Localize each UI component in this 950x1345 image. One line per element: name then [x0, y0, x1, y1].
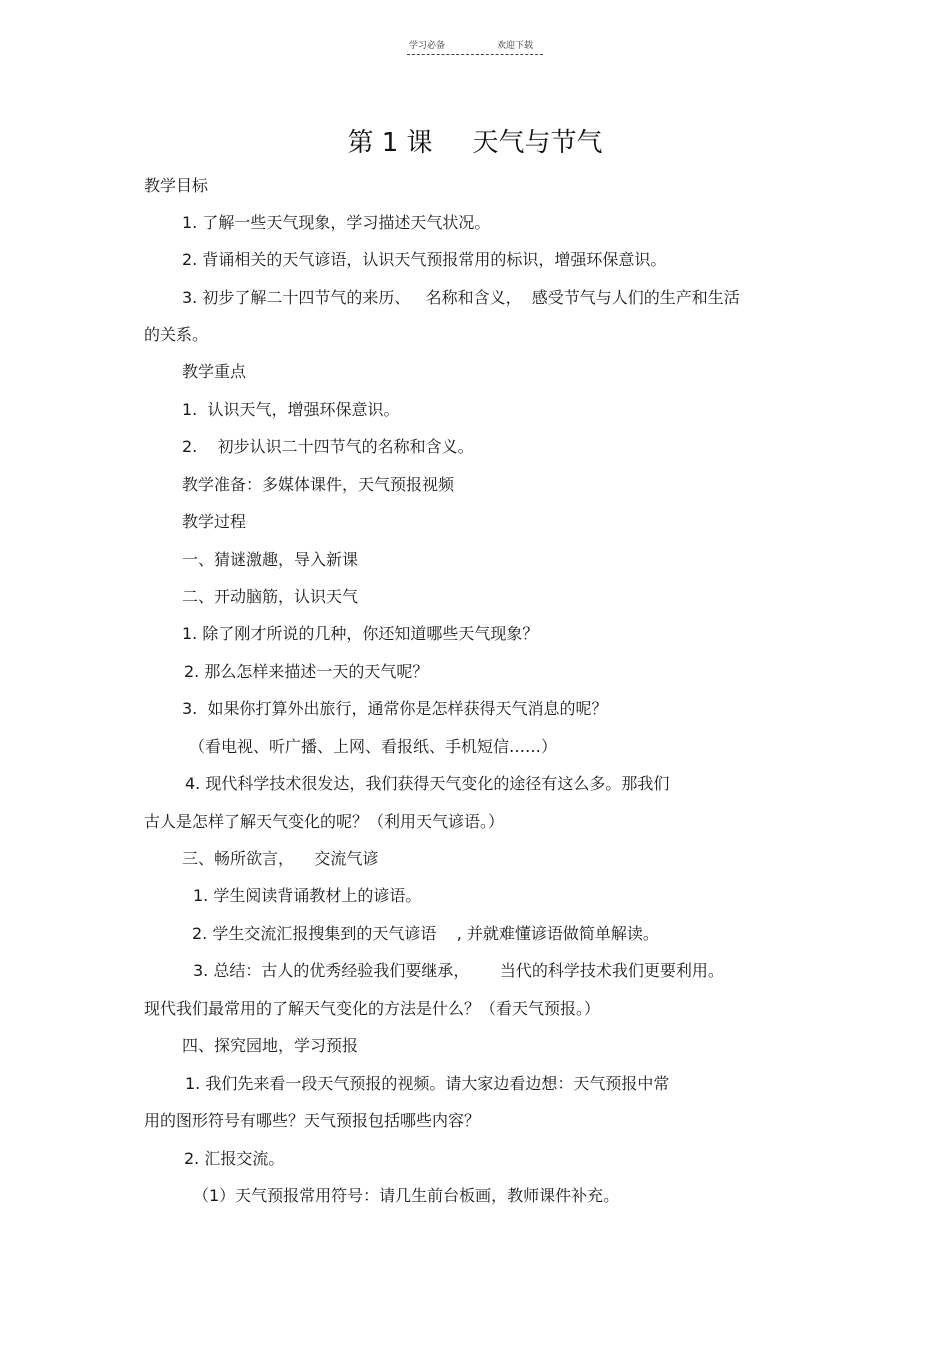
text-line: 二、开动脑筋，认识天气 [182, 587, 359, 606]
text-line: 2. 汇报交流。 [184, 1149, 285, 1168]
header-right-text: 欢迎下载 [497, 41, 534, 51]
text-line: 教学准备：多媒体课件，天气预报视频 [182, 475, 455, 494]
text-line: 1. 学生阅读背诵教材上的谚语。 [193, 886, 422, 905]
section-heading-key-points: 教学重点 [182, 362, 247, 381]
lesson-title [0, 122, 950, 159]
text-line: 古人是怎样了解天气变化的呢？（利用天气谚语。） [144, 812, 505, 831]
section-heading-objectives: 教学目标 [144, 176, 209, 195]
text-line: （看电视、听广播、上网、看报纸、手机短信……） [189, 737, 558, 756]
text-line: 1. 了解一些天气现象，学习描述天气状况。 [182, 213, 491, 232]
text-line: 一、猜谜激趣，导入新课 [182, 550, 359, 569]
text-line: 3. 总结：古人的优秀经验我们要继承， 当代的科学技术我们更要利用。 [193, 961, 724, 980]
text-line: 2. 背诵相关的天气谚语，认识天气预报常用的标识，增强环保意识。 [182, 250, 667, 269]
text-line: 1. 认识天气，增强环保意识。 [182, 400, 400, 419]
header-divider [407, 54, 543, 55]
text-line: 1. 除了刚才所说的几种，你还知道哪些天气现象？ [182, 624, 539, 643]
text-line: 的关系。 [144, 325, 209, 344]
text-line: 用的图形符号有哪些？天气预报包括哪些内容？ [144, 1111, 481, 1130]
lesson-name: 天气与节气 [472, 128, 603, 158]
header-left-text: 学习必备 [409, 41, 446, 51]
text-line: 现代我们最常用的了解天气变化的方法是什么？（看天气预报。） [144, 999, 601, 1018]
text-line: （1）天气预报常用符号：请几生前台板画，教师课件补充。 [193, 1186, 620, 1205]
text-line: 2. 那么怎样来描述一天的天气呢？ [184, 662, 429, 681]
text-line: 1. 我们先来看一段天气预报的视频。请大家边看边想：天气预报中常 [185, 1074, 670, 1093]
text-line: 四、探究园地，学习预报 [182, 1036, 359, 1055]
text-line: 2. 初步认识二十四节气的名称和含义。 [182, 437, 474, 456]
text-line: 3. 如果你打算外出旅行，通常你是怎样获得天气消息的呢？ [182, 699, 608, 718]
text-line: 3. 初步了解二十四节气的来历、 名称和含义， 感受节气与人们的生产和生活 [182, 288, 740, 307]
section-heading-process: 教学过程 [182, 512, 247, 531]
text-line: 4. 现代科学技术很发达，我们获得天气变化的途径有这么多。那我们 [185, 774, 670, 793]
text-line: 2. 学生交流汇报搜集到的天气谚语 , 并就难懂谚语做简单解读。 [192, 924, 659, 943]
text-line: 三、畅所欲言， 交流气谚 [182, 849, 379, 868]
lesson-number: 第 1 课 [347, 128, 433, 158]
